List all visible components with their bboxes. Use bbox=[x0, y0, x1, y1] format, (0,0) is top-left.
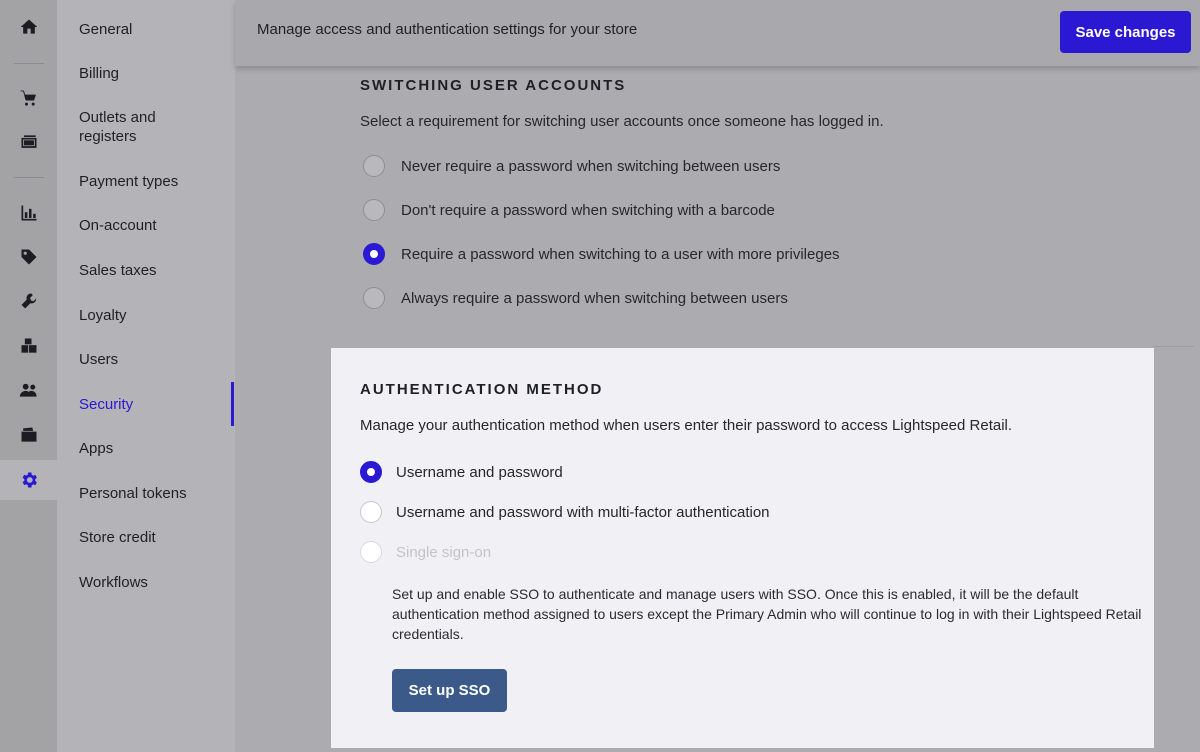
page-description: Manage access and authentication settings for your store bbox=[257, 21, 638, 38]
settings-nav bbox=[57, 0, 235, 752]
switching-option-always[interactable] bbox=[363, 287, 788, 309]
nav-item-security[interactable]: Security bbox=[79, 396, 134, 413]
register-icon[interactable] bbox=[0, 122, 57, 162]
nav-item-workflows[interactable]: Workflows bbox=[79, 574, 148, 591]
nav-item-sales-taxes[interactable]: Sales taxes bbox=[79, 262, 157, 279]
nav-item-apps[interactable]: Apps bbox=[79, 440, 114, 457]
page-header bbox=[235, 0, 1200, 66]
switching-option-more-privileges[interactable] bbox=[363, 243, 840, 265]
nav-active-indicator bbox=[231, 382, 234, 426]
nav-item-loyalty[interactable]: Loyalty bbox=[79, 307, 127, 324]
save-changes-button[interactable]: Save changes bbox=[1060, 11, 1191, 53]
radio-button-disabled bbox=[360, 541, 382, 563]
switching-section-title: SWITCHING USER ACCOUNTS bbox=[360, 77, 627, 94]
nav-item-users[interactable]: Users bbox=[79, 351, 119, 368]
auth-option-mfa[interactable] bbox=[360, 501, 770, 523]
nav-item-payment-types[interactable]: Payment types bbox=[79, 173, 179, 190]
auth-option-sso bbox=[360, 541, 491, 563]
wallet-icon[interactable] bbox=[0, 415, 57, 455]
nav-item-on-account[interactable]: On-account bbox=[79, 217, 157, 234]
radio-button[interactable] bbox=[363, 199, 385, 221]
nav-item-billing[interactable]: Billing bbox=[79, 65, 120, 82]
radio-button[interactable] bbox=[363, 287, 385, 309]
cart-icon[interactable] bbox=[0, 78, 57, 118]
wrench-icon[interactable] bbox=[0, 281, 57, 321]
auth-section-description: Manage your authentication method when users enter their password to access Lightspeed Retail. bbox=[360, 417, 1013, 434]
section-divider bbox=[1154, 346, 1194, 347]
radio-label: Don't require a password when switching with a barcode bbox=[401, 201, 775, 219]
radio-button[interactable] bbox=[360, 501, 382, 523]
radio-label-disabled: Single sign-on bbox=[396, 543, 492, 561]
bar-chart-icon[interactable] bbox=[0, 193, 57, 233]
nav-item-general[interactable]: General bbox=[79, 21, 133, 38]
radio-label: Never require a password when switching between users bbox=[401, 157, 781, 175]
rail-divider bbox=[14, 177, 44, 178]
rail-divider bbox=[14, 63, 44, 64]
switching-option-never[interactable] bbox=[363, 155, 780, 177]
nav-item-personal-tokens[interactable]: Personal tokens bbox=[79, 485, 187, 502]
gear-icon[interactable] bbox=[0, 460, 57, 500]
set-up-sso-button[interactable]: Set up SSO bbox=[392, 669, 507, 712]
nav-item-store-credit[interactable]: Store credit bbox=[79, 529, 156, 546]
sso-help-line-2: authentication method assigned to users except the Primary Admin who will continue to log in with their Lightspeed Retail bbox=[392, 606, 1142, 622]
sso-help-line-3: credentials. bbox=[392, 626, 464, 642]
auth-option-username-password[interactable] bbox=[360, 461, 563, 483]
tag-icon[interactable] bbox=[0, 237, 57, 277]
nav-item-outlets-and-registers[interactable]: Outlets and registers bbox=[79, 109, 156, 145]
radio-label: Require a password when switching to a user with more privileges bbox=[401, 245, 840, 263]
boxes-icon[interactable] bbox=[0, 326, 57, 366]
auth-section-title: AUTHENTICATION METHOD bbox=[360, 381, 604, 398]
radio-button-selected[interactable] bbox=[363, 243, 385, 265]
switching-option-barcode[interactable] bbox=[363, 199, 775, 221]
radio-label: Username and password bbox=[396, 463, 563, 481]
radio-button[interactable] bbox=[363, 155, 385, 177]
users-icon[interactable] bbox=[0, 370, 57, 410]
icon-rail bbox=[0, 0, 57, 752]
home-icon[interactable] bbox=[0, 7, 57, 47]
radio-label: Username and password with multi-factor authentication bbox=[396, 503, 770, 521]
switching-section-description: Select a requirement for switching user accounts once someone has logged in. bbox=[360, 113, 884, 130]
sso-help-line-1: Set up and enable SSO to authenticate and manage users with SSO. Once this is enabled, it will be the default bbox=[392, 586, 1079, 602]
authentication-method-card bbox=[331, 348, 1154, 748]
radio-button-selected[interactable] bbox=[360, 461, 382, 483]
radio-label: Always require a password when switching between users bbox=[401, 289, 788, 307]
